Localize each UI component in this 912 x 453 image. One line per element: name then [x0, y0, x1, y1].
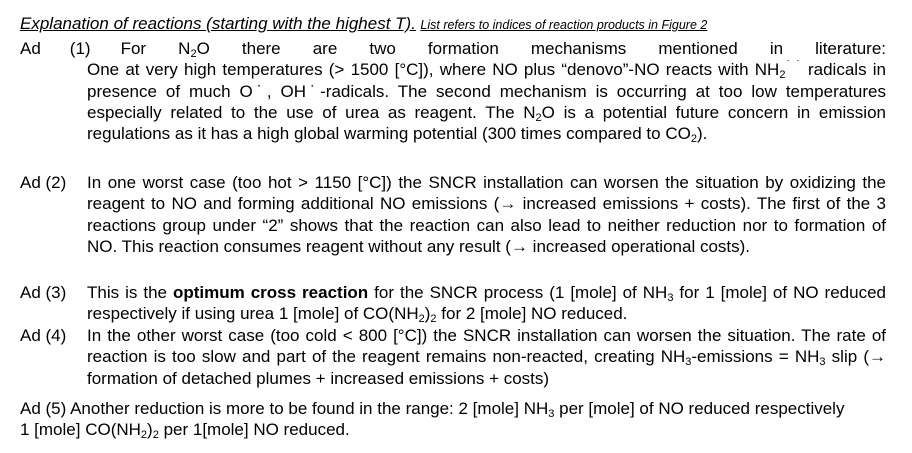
- item-label: Ad (5): [20, 399, 67, 418]
- reaction-item-1-first-line: [20, 38, 886, 59]
- reaction-item-3: [20, 282, 886, 325]
- item-label: Ad (2): [20, 173, 67, 192]
- heading-title: Explanation of reactions (starting with the highest T).: [20, 14, 416, 33]
- item-label: Ad (4): [20, 326, 67, 345]
- item-body: In the other worst case (too cold < 800 [°C]) the SNCR installation can worsen the situation. The rate of reaction is too slow and part of the reagent remains non-reacted, creating $NH_3$-emissions = $NH_3$ slip (→ formation of detached plumes + increased emissions + costs): [87, 326, 886, 388]
- item-index: (1): [69, 39, 91, 58]
- reaction-item-4: [20, 325, 886, 389]
- section-heading: [20, 14, 900, 34]
- item-body: This is the optimum cross reaction for the SNCR process (1 [mole] of $NH_3$ for 1 [mole] of NO reduced respectively if using urea 1 [mole] of $CO(NH_2)_2$ for 2 [mole] NO reduced.: [87, 283, 886, 326]
- reaction-item-2: [20, 172, 886, 257]
- item-body: In one worst case (too hot > 1150 [°C]) the SNCR installation can worsen the situation by oxidizing the reagent to NO and forming additional NO emissions (→ increased emissions + costs). The first of the 3 reactions group under “2” shows that the reaction can also lead to neither reduction nor to formation of NO. This reaction consumes reagent without any result (→ increased operational costs).: [87, 173, 886, 256]
- reaction-item-1: [20, 38, 886, 144]
- item-body: Ad (5) Another reduction is more to be found in the range: 2 [mole] $NH_3$ per [mole] of NO reduced respectively 1 [mole] $CO(NH_2)_2$ per 1[mole] NO reduced.: [20, 399, 845, 442]
- optimum-cross-reaction-emphasis: optimum cross reaction: [172, 283, 369, 302]
- reaction-item-5: [20, 398, 850, 441]
- heading-note: List refers to indices of reaction products in Figure 2: [420, 18, 708, 32]
- item-label: Ad: [20, 39, 41, 58]
- item-body: One at very high temperatures (> 1500 [°C]), where NO plus “denovo”-NO reacts with $NH_2^{˙ ˙}$ radicals in presence of much O˙, OH˙-radicals. The second mechanism is occurring at too low temperatures especially related to the use of urea as reagent. The $N_2O$ is a potential future concern in emission regulations as it has a high global warming potential (300 times compared to $CO_2$).: [87, 59, 887, 146]
- item-first-line-text: For $N_2O$ there are two formation mechanisms mentioned in literature:: [120, 39, 887, 60]
- item-label: Ad (3): [20, 283, 67, 302]
